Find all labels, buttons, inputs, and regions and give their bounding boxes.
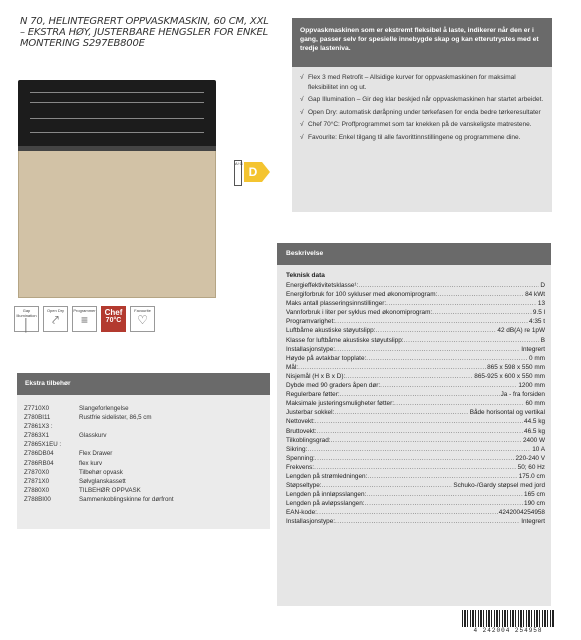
spec-row xyxy=(286,408,545,417)
accessory-code: Z7863X1 xyxy=(24,432,50,440)
spec-row xyxy=(286,363,545,372)
spec-value: 865 x 598 x 550 mm xyxy=(487,363,545,371)
spec-leader-dots xyxy=(365,499,524,508)
spec-value: 865-925 x 600 x 550 mm xyxy=(474,372,545,380)
spec-leader-dots xyxy=(331,436,522,445)
accessory-description: Tilbehør opvask xyxy=(79,468,123,476)
spec-value: 46.5 kg xyxy=(524,427,545,435)
spec-leader-dots xyxy=(376,326,497,335)
check-icon: √ xyxy=(300,74,304,81)
gap-illumination-icon xyxy=(14,306,39,332)
chef-icon-temperature: 70°C xyxy=(105,317,122,324)
spec-label: Tilkoblingsgrad: xyxy=(286,436,331,444)
spec-row xyxy=(286,445,545,454)
check-icon: √ xyxy=(300,121,304,128)
spec-label: Nisjemål (H x B x D): xyxy=(286,372,346,380)
spec-value: 4:35 t xyxy=(529,318,545,326)
spec-row xyxy=(286,281,545,290)
accessory-row xyxy=(24,413,263,422)
chef-70-icon xyxy=(101,306,126,332)
feature-list xyxy=(292,67,552,142)
spec-row xyxy=(286,308,545,317)
accessory-row xyxy=(24,459,263,468)
accessory-description: Sammenkoblingskinne for dørfront xyxy=(79,495,174,503)
favourite-icon xyxy=(130,306,155,332)
accessory-code: Z786RB04 xyxy=(24,459,54,467)
accessories-panel xyxy=(17,373,270,529)
accessory-description: flex kurv xyxy=(79,459,103,467)
accessory-code: Z7870X0 xyxy=(24,468,50,476)
feature-summary-panel xyxy=(292,18,552,212)
spec-row xyxy=(286,481,545,490)
accessory-row xyxy=(24,468,263,477)
spec-value: 220-240 V xyxy=(515,454,545,462)
spec-row xyxy=(286,454,545,463)
spec-leader-dots xyxy=(404,336,540,345)
spec-label: Maksimale justeringsmuligheter føtter: xyxy=(286,400,394,408)
spec-value: 9.5 l xyxy=(532,309,545,317)
feature-icon-label: Open Dry xyxy=(46,308,65,313)
spec-label: Justerbar sokkel: xyxy=(286,409,335,417)
accessory-row xyxy=(24,449,263,458)
spec-leader-dots xyxy=(298,363,486,372)
spec-value: 10 A xyxy=(532,445,545,453)
barcode xyxy=(462,610,554,636)
feature-icons xyxy=(14,306,155,332)
spec-leader-dots xyxy=(345,372,473,381)
programmer-icon xyxy=(72,306,97,332)
feature-item xyxy=(300,108,544,118)
spec-leader-dots xyxy=(380,381,517,390)
spec-row xyxy=(286,345,545,354)
accessory-row xyxy=(24,422,263,431)
spec-leader-dots xyxy=(432,308,532,317)
spec-label: Programvarighet: xyxy=(286,318,336,326)
spec-value: 175.0 cm xyxy=(518,472,545,480)
accessory-description: Slangeforlengelse xyxy=(79,405,129,412)
chef-icon-label: Chef xyxy=(104,308,123,317)
spec-leader-dots xyxy=(335,317,528,326)
feature-item xyxy=(300,95,544,105)
spec-row xyxy=(286,317,545,326)
open-dry-icon xyxy=(43,306,68,332)
spec-label: Lengden på strømledningen: xyxy=(286,472,368,480)
spec-value: B xyxy=(540,336,545,344)
dishwasher-door-panel xyxy=(18,146,216,298)
energy-arrow-icon xyxy=(262,162,270,182)
feature-icon-label: Gap Illumination xyxy=(16,308,37,318)
spec-label: Maks antall plasseringsinnstillinger: xyxy=(286,300,387,308)
spec-label: Mål: xyxy=(286,363,299,371)
spec-label: Klasse for luftbårne akustiske støyutslipp: xyxy=(286,336,404,344)
feature-icon-glyph: ♡ xyxy=(137,313,148,327)
specification-header: Beskrivelse xyxy=(277,243,551,265)
accessory-description: Rustfrie sidelister, 86,5 cm xyxy=(79,414,152,422)
spec-leader-dots xyxy=(317,427,523,436)
spec-label: EAN-kode: xyxy=(286,509,317,517)
spec-value: Schuko-/Gardy støpsel med jord xyxy=(453,482,545,490)
spec-row xyxy=(286,427,545,436)
spec-row xyxy=(286,372,545,381)
spec-value: 60 mm xyxy=(525,400,545,408)
spec-leader-dots xyxy=(358,281,539,290)
accessory-row xyxy=(24,431,263,440)
spec-leader-dots xyxy=(315,454,515,463)
barcode-bars-icon xyxy=(462,610,554,627)
spec-value: Både horisontal og vertikal xyxy=(469,409,545,417)
check-icon: √ xyxy=(300,96,304,103)
feature-text: Open Dry: automatisk døråpning under tørkefasen for enda bedre tørkeresultater xyxy=(308,108,541,116)
product-image xyxy=(18,80,216,298)
spec-label: Lengden på innløpsslangen: xyxy=(286,491,367,499)
spec-leader-dots xyxy=(394,399,525,408)
spec-leader-dots xyxy=(335,345,520,354)
accessory-code: Z786DB04 xyxy=(24,450,54,458)
feature-icon-glyph: │ xyxy=(22,318,31,332)
spec-row xyxy=(286,354,545,363)
accessory-row xyxy=(24,404,263,413)
product-title: N 70, HELINTEGRERT OPPVASKMASKIN, 60 CM, XXL – EKSTRA HØY, JUSTERBARE HENGSLER FOR ENKEL MONTERING S297EB800E xyxy=(20,16,269,49)
accessory-code: Z7710X0 xyxy=(24,405,50,412)
spec-value: 84 kWt xyxy=(525,291,545,299)
accessory-description xyxy=(79,422,263,431)
spec-leader-dots xyxy=(386,299,537,308)
spec-row xyxy=(286,463,545,472)
specification-body xyxy=(277,265,551,527)
spec-label: Energiforbruk for 100 sykluser med økonomiprogram: xyxy=(286,291,438,299)
accessory-code: Z7865X1EU : xyxy=(24,441,62,449)
accessory-description: Flex Drawer xyxy=(79,450,113,458)
spec-row xyxy=(286,326,545,335)
accessory-row xyxy=(24,495,263,504)
accessory-code: Z780BI11 xyxy=(24,414,51,422)
spec-value: 190 cm xyxy=(524,500,545,508)
accessory-description: Glasskurv xyxy=(79,432,107,440)
spec-row xyxy=(286,508,545,517)
spec-label: Lengden på avløpsslangen: xyxy=(286,500,365,508)
accessory-description xyxy=(79,440,263,449)
feature-icon-label: Favourite xyxy=(134,308,151,313)
spec-row xyxy=(286,417,545,426)
energy-label xyxy=(234,160,274,186)
spec-leader-dots xyxy=(340,390,500,399)
feature-icon-glyph: ⤤ xyxy=(52,313,59,327)
spec-row xyxy=(286,490,545,499)
check-icon: √ xyxy=(300,108,304,116)
spec-label: Luftbårne akustiske støyutslipp: xyxy=(286,327,376,335)
spec-row xyxy=(286,290,545,299)
accessory-code: Z7871X0 xyxy=(24,477,50,485)
spec-label: Sikring: xyxy=(286,445,308,453)
spec-label: Støpseltype: xyxy=(286,482,322,490)
spec-label: Installasjonstype: xyxy=(286,345,336,353)
spec-row xyxy=(286,517,545,526)
feature-text: Favourite: Enkel tilgang til alle favorittinnstillingene og programmene dine. xyxy=(308,133,521,141)
accessories-header: Ekstra tilbehør xyxy=(17,373,270,395)
feature-item xyxy=(300,73,544,92)
energy-class-badge: D xyxy=(244,162,262,182)
feature-icon-label: Programmer xyxy=(73,308,96,313)
spec-row xyxy=(286,336,545,345)
spec-leader-dots xyxy=(317,508,498,517)
spec-row xyxy=(286,436,545,445)
accessory-description: Sølvglanskassett xyxy=(79,477,126,485)
spec-row xyxy=(286,390,545,399)
spec-row xyxy=(286,381,545,390)
spec-value: Integrert xyxy=(521,345,545,353)
spec-value: Ja - fra forsiden xyxy=(500,391,545,399)
spec-row xyxy=(286,499,545,508)
spec-value: 0 mm xyxy=(529,354,545,362)
barcode-number: 4 242004 254958 xyxy=(473,627,543,634)
spec-leader-dots xyxy=(307,445,531,454)
accessory-row xyxy=(24,477,263,486)
specification-panel xyxy=(277,243,551,606)
accessory-row xyxy=(24,486,263,495)
spec-leader-dots xyxy=(367,472,517,481)
feature-icon-glyph: ≡ xyxy=(80,313,88,327)
accessory-code: Z788BI00 xyxy=(24,495,51,503)
dishwasher-interior xyxy=(18,80,216,148)
accessories-list xyxy=(17,395,270,504)
spec-value: 13 xyxy=(537,300,545,308)
spec-label: Energieffektivitetsklasse¹: xyxy=(286,282,359,289)
dishwasher-control-strip xyxy=(18,146,216,151)
spec-value: 44.5 kg xyxy=(524,418,545,426)
spec-leader-dots xyxy=(315,417,523,426)
spec-label: Installasjonstype: xyxy=(286,518,336,526)
feature-text: Gap Illumination – Gir deg klar beskjed når oppvaskmaskinen har startet arbeidet. xyxy=(308,96,544,103)
spec-value: D xyxy=(540,282,545,289)
spec-leader-dots xyxy=(314,463,517,472)
spec-leader-dots xyxy=(366,490,523,499)
spec-value: 2400 W xyxy=(522,436,545,444)
spec-leader-dots xyxy=(335,517,520,526)
spec-label: Dybde med 90 graders åpen dør: xyxy=(286,382,381,390)
spec-row xyxy=(286,472,545,481)
feature-item xyxy=(300,133,544,143)
energy-scale-icon: A↑G xyxy=(234,160,242,186)
check-icon: √ xyxy=(300,133,304,141)
spec-label: Høyde på avtakbar topplate: xyxy=(286,354,367,362)
accessory-code: Z7880X0 xyxy=(24,486,50,494)
spec-row xyxy=(286,299,545,308)
spec-label: Regulerbare føtter: xyxy=(286,391,340,399)
accessory-description: TILBEHØR OPPVASK xyxy=(79,486,141,494)
spec-value: 1200 mm xyxy=(518,382,545,390)
spec-label: Vannforbruk i liter per syklus med økonomiprogram: xyxy=(286,309,433,317)
spec-label: Nettovekt: xyxy=(286,418,315,426)
spec-value: 4242004254958 xyxy=(498,509,545,517)
feature-item xyxy=(300,120,544,130)
spec-leader-dots xyxy=(334,408,468,417)
feature-text: Flex 3 med Retrofit – Allsidige kurver for oppvaskmaskinen for maksimal fleksibilitet inn og ut. xyxy=(308,74,516,91)
accessory-row xyxy=(24,440,263,449)
spec-label: Bruttovekt: xyxy=(286,427,317,435)
technical-data-heading: Teknisk data xyxy=(286,272,325,279)
accessory-code: Z7861X3 : xyxy=(24,423,53,431)
feature-summary-intro: Oppvaskmaskinen som er ekstremt fleksibel å laste, indikerer når den er i gang, passer selv for spesielle innebygde skap og kan etterutrystes med et tredje lasteniva. xyxy=(292,18,552,67)
spec-leader-dots xyxy=(366,354,528,363)
spec-leader-dots xyxy=(322,481,453,490)
spec-value: Integrert xyxy=(521,518,545,526)
spec-value: 42 dB(A) re 1pW xyxy=(497,327,545,335)
spec-label: Frekvens: xyxy=(286,463,315,471)
spec-row xyxy=(286,399,545,408)
spec-label: Spenning: xyxy=(286,454,315,462)
spec-value: 50; 60 Hz xyxy=(517,463,545,471)
spec-leader-dots xyxy=(437,290,524,299)
spec-value: 165 cm xyxy=(524,491,545,499)
feature-text: Chef 70°C: Proffprogrammet som tar knekken på de vanskeligste matrestene. xyxy=(308,121,532,128)
